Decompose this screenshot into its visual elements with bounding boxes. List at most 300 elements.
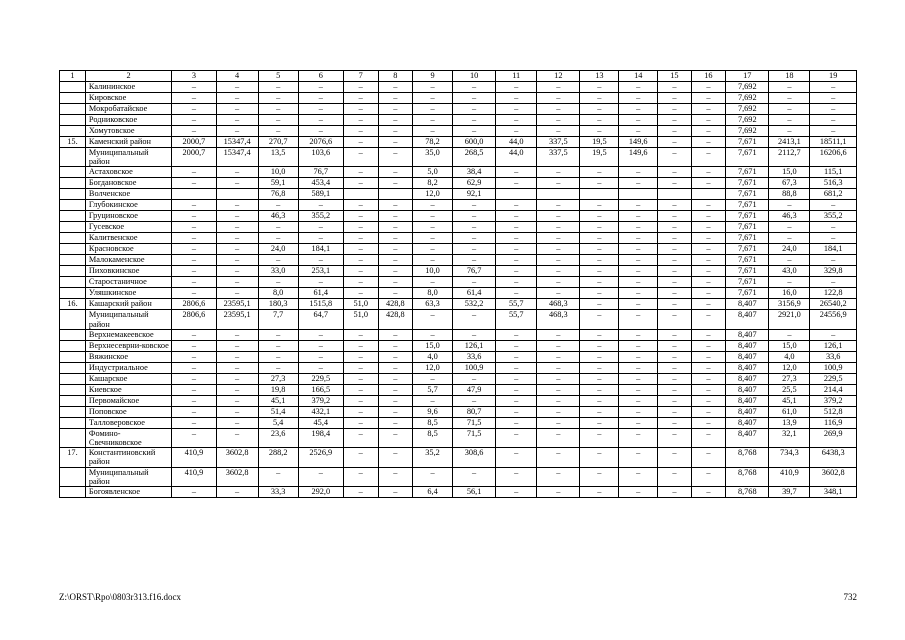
row-number bbox=[60, 351, 86, 362]
table-cell: – bbox=[658, 351, 691, 362]
table-cell: 734,3 bbox=[769, 448, 810, 467]
table-cell: – bbox=[413, 211, 453, 222]
table-cell: – bbox=[537, 448, 580, 467]
table-cell: 19,8 bbox=[258, 384, 298, 395]
table-cell: – bbox=[580, 277, 619, 288]
table-cell: – bbox=[378, 467, 413, 486]
table-cell: 76,7 bbox=[453, 266, 496, 277]
table-cell: 348,1 bbox=[810, 487, 857, 498]
table-cell: – bbox=[691, 417, 726, 428]
table-cell: 44,0 bbox=[496, 148, 537, 167]
table-row bbox=[60, 115, 857, 126]
column-header: 5 bbox=[258, 71, 298, 82]
table-cell: – bbox=[172, 93, 216, 104]
table-cell: – bbox=[378, 178, 413, 189]
table-cell: – bbox=[658, 222, 691, 233]
table-cell: – bbox=[172, 395, 216, 406]
table-cell: – bbox=[413, 115, 453, 126]
table-cell: 51,0 bbox=[343, 310, 378, 329]
table-cell: 55,7 bbox=[496, 310, 537, 329]
table-cell: 10,0 bbox=[413, 266, 453, 277]
table-cell: 410,9 bbox=[172, 467, 216, 486]
table-cell: 2526,9 bbox=[298, 448, 343, 467]
table-cell: – bbox=[453, 200, 496, 211]
table-cell: – bbox=[537, 428, 580, 447]
table-cell: 24,0 bbox=[258, 244, 298, 255]
table-row bbox=[60, 299, 857, 310]
table-cell: – bbox=[537, 200, 580, 211]
table-cell: – bbox=[343, 373, 378, 384]
table-cell: – bbox=[619, 406, 658, 417]
territory-name: Волченское bbox=[85, 189, 171, 200]
table-cell: – bbox=[298, 82, 343, 93]
table-row bbox=[60, 82, 857, 93]
table-cell: – bbox=[216, 167, 258, 178]
table-cell: – bbox=[378, 487, 413, 498]
table-cell: – bbox=[453, 329, 496, 340]
table-cell: – bbox=[769, 126, 810, 137]
table-cell: – bbox=[413, 329, 453, 340]
table-cell: – bbox=[769, 104, 810, 115]
table-cell: – bbox=[580, 310, 619, 329]
table-cell: 8,768 bbox=[726, 467, 769, 486]
territory-name: Муниципальный район bbox=[85, 310, 171, 329]
table-cell: 55,7 bbox=[496, 299, 537, 310]
table-cell: – bbox=[658, 137, 691, 148]
table-cell: 92,1 bbox=[453, 189, 496, 200]
table-row bbox=[60, 487, 857, 498]
table-cell: – bbox=[453, 233, 496, 244]
table-row bbox=[60, 200, 857, 211]
table-row bbox=[60, 362, 857, 373]
table-cell: – bbox=[496, 244, 537, 255]
table-cell: – bbox=[496, 115, 537, 126]
table-cell: 64,7 bbox=[298, 310, 343, 329]
table-cell: – bbox=[453, 395, 496, 406]
table-cell: – bbox=[453, 310, 496, 329]
row-number: 15. bbox=[60, 137, 86, 148]
table-cell: – bbox=[343, 487, 378, 498]
table-cell: 62,9 bbox=[453, 178, 496, 189]
row-number: 16. bbox=[60, 299, 86, 310]
table-cell: 33,6 bbox=[810, 351, 857, 362]
table-cell: – bbox=[496, 340, 537, 351]
table-cell: – bbox=[172, 417, 216, 428]
table-cell: – bbox=[216, 211, 258, 222]
table-cell: 5,0 bbox=[413, 167, 453, 178]
table-row bbox=[60, 222, 857, 233]
table-cell: – bbox=[343, 428, 378, 447]
table-cell: – bbox=[691, 255, 726, 266]
table-cell: – bbox=[810, 200, 857, 211]
table-cell: – bbox=[537, 329, 580, 340]
table-cell: – bbox=[453, 222, 496, 233]
table-cell: – bbox=[216, 178, 258, 189]
table-cell: – bbox=[691, 277, 726, 288]
row-number bbox=[60, 126, 86, 137]
table-cell: – bbox=[343, 137, 378, 148]
table-cell: – bbox=[343, 126, 378, 137]
table-cell bbox=[172, 189, 216, 200]
table-cell: – bbox=[298, 233, 343, 244]
table-cell: – bbox=[810, 222, 857, 233]
table-cell: – bbox=[216, 487, 258, 498]
table-cell: – bbox=[810, 82, 857, 93]
table-cell: – bbox=[619, 467, 658, 486]
table-cell: – bbox=[691, 93, 726, 104]
table-cell: – bbox=[619, 288, 658, 299]
table-cell: – bbox=[658, 255, 691, 266]
table-cell: 63,3 bbox=[413, 299, 453, 310]
table-cell: 115,1 bbox=[810, 167, 857, 178]
table-cell: – bbox=[537, 373, 580, 384]
table-cell: – bbox=[691, 329, 726, 340]
table-cell: – bbox=[258, 340, 298, 351]
table-cell: – bbox=[216, 82, 258, 93]
table-cell: – bbox=[537, 395, 580, 406]
table-cell: – bbox=[378, 448, 413, 467]
table-cell: 45,1 bbox=[769, 395, 810, 406]
table-cell: 7,692 bbox=[726, 104, 769, 115]
table-cell: – bbox=[769, 329, 810, 340]
table-cell: – bbox=[378, 351, 413, 362]
table-cell: – bbox=[580, 104, 619, 115]
table-cell: 23,6 bbox=[258, 428, 298, 447]
table-cell: – bbox=[172, 362, 216, 373]
table-cell: – bbox=[619, 417, 658, 428]
table-cell: – bbox=[658, 200, 691, 211]
table-cell: 7,692 bbox=[726, 82, 769, 93]
table-cell: – bbox=[258, 82, 298, 93]
table-row bbox=[60, 373, 857, 384]
table-cell: – bbox=[580, 93, 619, 104]
row-number bbox=[60, 467, 86, 486]
table-cell: 61,4 bbox=[298, 288, 343, 299]
table-cell: – bbox=[619, 329, 658, 340]
table-cell: 116,9 bbox=[810, 417, 857, 428]
table-cell: – bbox=[216, 373, 258, 384]
table-cell: 7,671 bbox=[726, 266, 769, 277]
table-cell: 600,0 bbox=[453, 137, 496, 148]
table-cell: 24556,9 bbox=[810, 310, 857, 329]
table-cell: – bbox=[496, 266, 537, 277]
table-cell: – bbox=[172, 487, 216, 498]
table-cell: 2000,7 bbox=[172, 148, 216, 167]
table-cell: – bbox=[691, 222, 726, 233]
table-cell: – bbox=[580, 351, 619, 362]
table-cell: – bbox=[258, 115, 298, 126]
table-cell: – bbox=[343, 266, 378, 277]
column-header: 3 bbox=[172, 71, 216, 82]
table-cell: – bbox=[580, 299, 619, 310]
territory-name: Муниципальный район bbox=[85, 148, 171, 167]
table-cell: 59,1 bbox=[258, 178, 298, 189]
table-cell: – bbox=[216, 288, 258, 299]
table-cell: 166,5 bbox=[298, 384, 343, 395]
table-cell: – bbox=[378, 395, 413, 406]
row-number bbox=[60, 277, 86, 288]
table-cell: – bbox=[496, 255, 537, 266]
table-cell: 18511,1 bbox=[810, 137, 857, 148]
table-row bbox=[60, 178, 857, 189]
table-cell: 229,5 bbox=[810, 373, 857, 384]
table-cell bbox=[343, 189, 378, 200]
table-cell: 3602,8 bbox=[216, 448, 258, 467]
table-cell: – bbox=[537, 266, 580, 277]
table-cell: – bbox=[298, 93, 343, 104]
table-cell: 7,671 bbox=[726, 255, 769, 266]
table-row bbox=[60, 467, 857, 486]
table-cell: – bbox=[658, 104, 691, 115]
table-cell: – bbox=[658, 178, 691, 189]
table-cell: – bbox=[769, 82, 810, 93]
row-number bbox=[60, 373, 86, 384]
table-cell: 410,9 bbox=[172, 448, 216, 467]
table-cell: – bbox=[580, 329, 619, 340]
table-cell: 428,8 bbox=[378, 310, 413, 329]
territory-name: Богдановское bbox=[85, 178, 171, 189]
table-cell: – bbox=[619, 266, 658, 277]
table-cell: – bbox=[413, 222, 453, 233]
table-cell: – bbox=[810, 233, 857, 244]
table-cell: – bbox=[216, 200, 258, 211]
table-cell: – bbox=[691, 448, 726, 467]
table-cell: – bbox=[172, 351, 216, 362]
table-cell: – bbox=[769, 277, 810, 288]
table-cell: – bbox=[619, 211, 658, 222]
table-cell: – bbox=[537, 115, 580, 126]
table-cell: – bbox=[378, 211, 413, 222]
table-cell: – bbox=[658, 288, 691, 299]
table-cell: – bbox=[343, 417, 378, 428]
table-cell: – bbox=[453, 115, 496, 126]
table-cell: – bbox=[580, 428, 619, 447]
table-cell: 379,2 bbox=[298, 395, 343, 406]
table-cell: – bbox=[691, 428, 726, 447]
territory-name: Хомутовское bbox=[85, 126, 171, 137]
column-header: 13 bbox=[580, 71, 619, 82]
table-row bbox=[60, 104, 857, 115]
table-cell: – bbox=[298, 329, 343, 340]
column-header: 17 bbox=[726, 71, 769, 82]
table-cell: – bbox=[216, 329, 258, 340]
table-cell: 268,5 bbox=[453, 148, 496, 167]
table-cell: 8,5 bbox=[413, 417, 453, 428]
table-cell: – bbox=[378, 93, 413, 104]
table-cell: – bbox=[691, 487, 726, 498]
table-cell: – bbox=[580, 266, 619, 277]
table-cell: – bbox=[658, 467, 691, 486]
table-cell: 27,3 bbox=[769, 373, 810, 384]
table-cell: – bbox=[619, 448, 658, 467]
table-cell: – bbox=[216, 362, 258, 373]
table-cell: – bbox=[298, 467, 343, 486]
table-cell: 8,0 bbox=[258, 288, 298, 299]
table-cell: – bbox=[496, 178, 537, 189]
table-cell: 19,5 bbox=[580, 137, 619, 148]
table-cell: – bbox=[413, 200, 453, 211]
table-cell: 3602,8 bbox=[216, 467, 258, 486]
table-cell: – bbox=[172, 178, 216, 189]
table-cell: 27,3 bbox=[258, 373, 298, 384]
territory-name: Гусевское bbox=[85, 222, 171, 233]
table-cell: – bbox=[658, 211, 691, 222]
table-cell: – bbox=[413, 93, 453, 104]
table-cell: 8,407 bbox=[726, 428, 769, 447]
table-cell: – bbox=[691, 406, 726, 417]
table-cell: – bbox=[691, 137, 726, 148]
table-cell: – bbox=[453, 126, 496, 137]
table-cell: 45,4 bbox=[298, 417, 343, 428]
table-cell: – bbox=[496, 428, 537, 447]
table-cell: – bbox=[691, 266, 726, 277]
table-cell: – bbox=[216, 406, 258, 417]
table-cell: – bbox=[298, 104, 343, 115]
table-cell: 12,0 bbox=[769, 362, 810, 373]
table-cell: – bbox=[298, 351, 343, 362]
table-cell: – bbox=[619, 244, 658, 255]
table-cell: 8,768 bbox=[726, 487, 769, 498]
table-cell: – bbox=[537, 104, 580, 115]
table-cell: 198,4 bbox=[298, 428, 343, 447]
table-row bbox=[60, 277, 857, 288]
table-cell: – bbox=[258, 467, 298, 486]
table-cell: 2921,0 bbox=[769, 310, 810, 329]
table-cell: – bbox=[496, 448, 537, 467]
table-cell: 7,671 bbox=[726, 288, 769, 299]
table-cell: – bbox=[619, 340, 658, 351]
territory-name: Пиховкинское bbox=[85, 266, 171, 277]
table-cell: – bbox=[496, 126, 537, 137]
table-cell: 7,671 bbox=[726, 211, 769, 222]
table-cell: 6438,3 bbox=[810, 448, 857, 467]
header-row bbox=[60, 71, 857, 82]
table-cell: – bbox=[378, 115, 413, 126]
table-cell: – bbox=[580, 115, 619, 126]
table-cell: – bbox=[172, 82, 216, 93]
table-row bbox=[60, 417, 857, 428]
row-number bbox=[60, 395, 86, 406]
table-cell: – bbox=[691, 362, 726, 373]
table-cell: – bbox=[258, 351, 298, 362]
table-cell: – bbox=[658, 148, 691, 167]
row-number bbox=[60, 93, 86, 104]
table-cell: 7,671 bbox=[726, 167, 769, 178]
table-row bbox=[60, 448, 857, 467]
table-cell: – bbox=[810, 277, 857, 288]
table-cell: – bbox=[537, 178, 580, 189]
table-cell: – bbox=[580, 395, 619, 406]
column-header: 15 bbox=[658, 71, 691, 82]
table-cell: – bbox=[769, 200, 810, 211]
table-cell: – bbox=[216, 417, 258, 428]
table-cell: 681,2 bbox=[810, 189, 857, 200]
table-cell: 180,3 bbox=[258, 299, 298, 310]
table-cell: 35,0 bbox=[413, 148, 453, 167]
table-cell: 8,407 bbox=[726, 329, 769, 340]
table-cell: – bbox=[453, 211, 496, 222]
table-cell: 100,9 bbox=[453, 362, 496, 373]
table-cell: – bbox=[537, 93, 580, 104]
table-cell bbox=[496, 189, 537, 200]
table-cell bbox=[537, 189, 580, 200]
table-row bbox=[60, 340, 857, 351]
territory-name: Верхнесеврни-ковское bbox=[85, 340, 171, 351]
table-cell: 78,2 bbox=[413, 137, 453, 148]
table-cell: – bbox=[537, 384, 580, 395]
table-cell: – bbox=[378, 233, 413, 244]
table-cell: – bbox=[378, 329, 413, 340]
table-cell: – bbox=[172, 115, 216, 126]
table-cell: – bbox=[658, 373, 691, 384]
table-cell: – bbox=[298, 277, 343, 288]
table-cell: 2806,6 bbox=[172, 310, 216, 329]
territory-name: Уляшкинское bbox=[85, 288, 171, 299]
table-cell: – bbox=[496, 467, 537, 486]
table-cell: 15,0 bbox=[769, 167, 810, 178]
table-cell: – bbox=[298, 126, 343, 137]
table-cell: 76,8 bbox=[258, 189, 298, 200]
table-cell: – bbox=[343, 448, 378, 467]
table-cell: – bbox=[658, 417, 691, 428]
territory-name: Поповское bbox=[85, 406, 171, 417]
table-cell bbox=[580, 189, 619, 200]
territory-name: Талловеровское bbox=[85, 417, 171, 428]
table-cell: 103,6 bbox=[298, 148, 343, 167]
territory-name: Калининское bbox=[85, 82, 171, 93]
table-cell: – bbox=[216, 384, 258, 395]
table-cell: – bbox=[172, 406, 216, 417]
table-cell: 23595,1 bbox=[216, 310, 258, 329]
table-cell: 8,407 bbox=[726, 384, 769, 395]
table-cell: – bbox=[343, 244, 378, 255]
table-cell: 8,5 bbox=[413, 428, 453, 447]
table-cell: 19,5 bbox=[580, 148, 619, 167]
table-cell: 33,3 bbox=[258, 487, 298, 498]
table-cell: – bbox=[691, 178, 726, 189]
table-cell: – bbox=[298, 255, 343, 266]
table-cell: – bbox=[496, 384, 537, 395]
table-cell: – bbox=[378, 255, 413, 266]
table-cell: – bbox=[537, 222, 580, 233]
table-cell: – bbox=[216, 126, 258, 137]
table-cell: 355,2 bbox=[298, 211, 343, 222]
territory-name: Старостаничное bbox=[85, 277, 171, 288]
table-cell: 453,4 bbox=[298, 178, 343, 189]
table-row bbox=[60, 255, 857, 266]
table-cell: 8,768 bbox=[726, 448, 769, 467]
table-cell: – bbox=[413, 126, 453, 137]
table-cell: 7,671 bbox=[726, 233, 769, 244]
table-cell: – bbox=[298, 340, 343, 351]
table-cell: 7,692 bbox=[726, 126, 769, 137]
table-cell: – bbox=[580, 467, 619, 486]
table-cell: 7,7 bbox=[258, 310, 298, 329]
table-cell: – bbox=[619, 82, 658, 93]
table-cell: 26540,2 bbox=[810, 299, 857, 310]
table-cell: 8,2 bbox=[413, 178, 453, 189]
table-cell: – bbox=[413, 233, 453, 244]
table-cell: – bbox=[537, 167, 580, 178]
table-cell: – bbox=[496, 288, 537, 299]
table-cell: – bbox=[216, 395, 258, 406]
table-cell: – bbox=[537, 126, 580, 137]
table-cell: – bbox=[580, 178, 619, 189]
table-cell: – bbox=[580, 373, 619, 384]
table-cell: – bbox=[343, 288, 378, 299]
table-cell: – bbox=[258, 200, 298, 211]
table-cell: – bbox=[580, 233, 619, 244]
